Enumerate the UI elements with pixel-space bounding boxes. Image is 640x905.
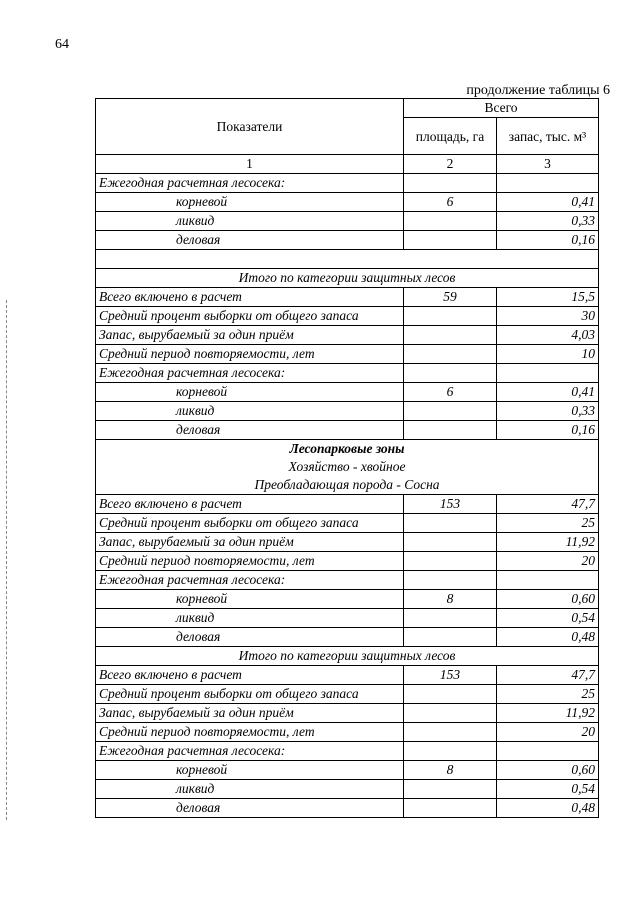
row-label: корневой — [96, 761, 404, 780]
section-header-row — [96, 269, 599, 288]
row-label: Средний период повторяемости, лет — [96, 345, 404, 364]
area-cell: 8 — [404, 590, 497, 609]
table-row — [96, 590, 599, 609]
area-cell: 6 — [404, 383, 497, 402]
area-cell — [404, 609, 497, 628]
stock-cell: 0,60 — [497, 761, 599, 780]
row-label: Ежегодная расчетная лесосека: — [96, 364, 404, 383]
binding-margin-line — [6, 300, 7, 820]
stock-cell: 11,92 — [497, 533, 599, 552]
stock-cell: 0,54 — [497, 780, 599, 799]
stock-cell: 11,92 — [497, 704, 599, 723]
row-label: Средний процент выборки от общего запаса — [96, 307, 404, 326]
table-row — [96, 174, 599, 193]
row-label: ликвид — [96, 402, 404, 421]
stock-cell: 0,33 — [497, 212, 599, 231]
stock-cell: 30 — [497, 307, 599, 326]
table-row — [96, 780, 599, 799]
row-label: Всего включено в расчет — [96, 495, 404, 514]
row-label: деловая — [96, 799, 404, 818]
row-label: ликвид — [96, 609, 404, 628]
table-row — [96, 799, 599, 818]
stock-cell: 0,41 — [497, 193, 599, 212]
spacer-cell — [96, 250, 599, 269]
table-header — [96, 99, 599, 174]
section-title-line: Итого по категории защитных лесов — [238, 270, 456, 285]
row-label: деловая — [96, 628, 404, 647]
table-row — [96, 288, 599, 307]
table-row — [96, 345, 599, 364]
area-cell — [404, 364, 497, 383]
area-cell — [404, 421, 497, 440]
area-cell: 153 — [404, 666, 497, 685]
page-number: 64 — [55, 37, 69, 52]
stock-cell: 20 — [497, 723, 599, 742]
area-cell — [404, 571, 497, 590]
stock-cell: 0,16 — [497, 231, 599, 250]
stock-cell — [497, 742, 599, 761]
stock-cell: 0,54 — [497, 609, 599, 628]
section-title-line: Преобладающая порода - Сосна — [254, 477, 440, 492]
table-row — [96, 723, 599, 742]
section-title-line: Хозяйство - хвойное — [288, 459, 406, 474]
row-label: ликвид — [96, 212, 404, 231]
header-area: площадь, га — [404, 118, 497, 155]
stock-cell: 0,60 — [497, 590, 599, 609]
row-label: Всего включено в расчет — [96, 666, 404, 685]
row-label: Запас, вырубаемый за один приём — [96, 704, 404, 723]
stock-cell — [497, 571, 599, 590]
table-caption: продолжение таблицы 6 — [466, 83, 610, 98]
row-label: корневой — [96, 383, 404, 402]
table-spacer-row — [96, 250, 599, 269]
row-label: деловая — [96, 231, 404, 250]
area-cell — [404, 552, 497, 571]
header-col-2: 2 — [404, 155, 497, 174]
area-cell — [404, 685, 497, 704]
table-row — [96, 495, 599, 514]
area-cell — [404, 514, 497, 533]
table-row — [96, 383, 599, 402]
row-label: корневой — [96, 590, 404, 609]
stock-cell: 47,7 — [497, 666, 599, 685]
area-cell — [404, 307, 497, 326]
header-total: Всего — [404, 99, 599, 118]
area-cell: 8 — [404, 761, 497, 780]
row-label: Средний процент выборки от общего запаса — [96, 685, 404, 704]
row-label: Средний период повторяемости, лет — [96, 552, 404, 571]
table-row — [96, 514, 599, 533]
stock-cell: 0,48 — [497, 799, 599, 818]
table-row — [96, 761, 599, 780]
header-col-1: 1 — [96, 155, 404, 174]
table-row — [96, 666, 599, 685]
stock-cell: 0,33 — [497, 402, 599, 421]
table-row — [96, 533, 599, 552]
table-row — [96, 704, 599, 723]
section-title-line: Итого по категории защитных лесов — [238, 648, 456, 663]
row-label: деловая — [96, 421, 404, 440]
area-cell — [404, 231, 497, 250]
stock-cell — [497, 364, 599, 383]
table-row — [96, 326, 599, 345]
stock-cell: 0,16 — [497, 421, 599, 440]
row-label: ликвид — [96, 780, 404, 799]
area-cell — [404, 742, 497, 761]
table-row — [96, 364, 599, 383]
area-cell — [404, 799, 497, 818]
table-row — [96, 421, 599, 440]
table-row — [96, 231, 599, 250]
table-body — [96, 174, 599, 818]
header-col-3: 3 — [497, 155, 599, 174]
area-cell — [404, 533, 497, 552]
row-label: Всего включено в расчет — [96, 288, 404, 307]
area-cell — [404, 723, 497, 742]
section-header-cell — [96, 647, 599, 666]
table-row — [96, 402, 599, 421]
area-cell — [404, 345, 497, 364]
header-stock: запас, тыс. м³ — [497, 118, 599, 155]
stock-cell: 0,48 — [497, 628, 599, 647]
stock-cell: 25 — [497, 514, 599, 533]
table-row — [96, 685, 599, 704]
section-header-row — [96, 440, 599, 495]
section-header-cell — [96, 269, 599, 288]
row-label: Средний период повторяемости, лет — [96, 723, 404, 742]
row-label: Ежегодная расчетная лесосека: — [96, 571, 404, 590]
section-header-row — [96, 647, 599, 666]
table-row — [96, 212, 599, 231]
table-row — [96, 609, 599, 628]
row-label: Запас, вырубаемый за один приём — [96, 326, 404, 345]
table-row — [96, 552, 599, 571]
table-row — [96, 571, 599, 590]
table-row — [96, 193, 599, 212]
stock-cell: 25 — [497, 685, 599, 704]
forest-table — [95, 98, 599, 818]
section-title-line: Лесопарковые зоны — [289, 441, 405, 456]
stock-cell — [497, 174, 599, 193]
area-cell — [404, 402, 497, 421]
stock-cell: 47,7 — [497, 495, 599, 514]
table-row — [96, 742, 599, 761]
row-label: корневой — [96, 193, 404, 212]
table-row — [96, 628, 599, 647]
area-cell — [404, 174, 497, 193]
row-label: Ежегодная расчетная лесосека: — [96, 742, 404, 761]
row-label: Запас, вырубаемый за один приём — [96, 533, 404, 552]
area-cell — [404, 780, 497, 799]
area-cell — [404, 628, 497, 647]
stock-cell: 0,41 — [497, 383, 599, 402]
area-cell: 6 — [404, 193, 497, 212]
stock-cell: 15,5 — [497, 288, 599, 307]
table-row — [96, 307, 599, 326]
stock-cell: 4,03 — [497, 326, 599, 345]
stock-cell: 20 — [497, 552, 599, 571]
section-header-cell — [96, 440, 599, 495]
header-indicators: Показатели — [96, 99, 404, 155]
row-label: Ежегодная расчетная лесосека: — [96, 174, 404, 193]
area-cell — [404, 212, 497, 231]
stock-cell: 10 — [497, 345, 599, 364]
row-label: Средний процент выборки от общего запаса — [96, 514, 404, 533]
area-cell — [404, 326, 497, 345]
area-cell: 153 — [404, 495, 497, 514]
area-cell — [404, 704, 497, 723]
area-cell: 59 — [404, 288, 497, 307]
